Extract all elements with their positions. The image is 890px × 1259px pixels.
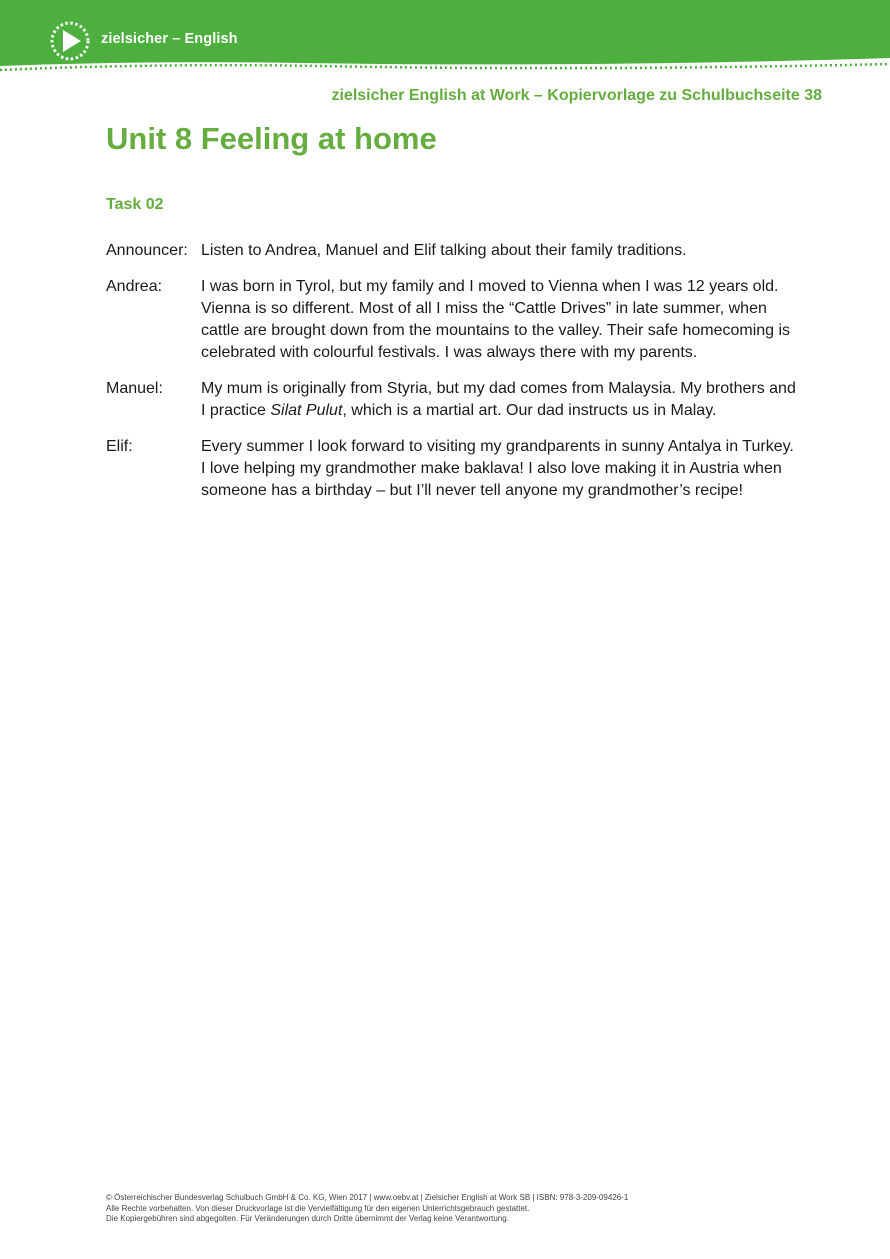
transcript-entry-andrea	[106, 276, 796, 364]
speaker-label: Andrea:	[106, 278, 163, 295]
martial-art-name: Silat Pulut	[270, 402, 343, 419]
speaker-label: Manuel:	[106, 380, 163, 397]
speaker-label: Announcer:	[106, 242, 188, 259]
header-line: zielsicher English at Work – Kopiervorlage zu Schulbuchseite 38	[331, 87, 822, 104]
speech-text-part: , which is a martial art. Our dad instructs us in Malay.	[342, 402, 717, 419]
footer-line: © Österreichischer Bundesverlag Schulbuch GmbH & Co. KG, Wien 2017 | www.oebv.at | Zielsicher English at Work SB | ISBN: 978-3-209-09426-1	[106, 1193, 629, 1202]
transcript-entry-announcer	[106, 240, 796, 262]
speech-text-part: My mum is originally from Styria, but my dad comes from Malaysia. My brothers and I practice	[201, 380, 796, 419]
speech-text: I was born in Tyrol, but my family and I moved to Vienna when I was 12 years old. Vienna is so different. Most of all I miss the “Cattle Drives” in late summer, when cattle are brought down from the mountains to the valley. Their safe homecoming is celebrated with colourful festivals. I was always there with my parents.	[201, 278, 791, 361]
speech-text: Every summer I look forward to visiting my grandparents in sunny Antalya in Turkey. I love helping my grandmother make baklava! I also love making it in Austria when someone has a birthday – but I’ll never tell anyone my grandmother’s recipe!	[201, 438, 794, 499]
page-title: Unit 8 Feeling at home	[106, 121, 437, 156]
transcript	[106, 240, 796, 516]
transcript-entry-manuel	[106, 378, 796, 422]
task-label: Task 02	[106, 196, 164, 213]
transcript-entry-elif	[106, 436, 796, 502]
speaker-label: Elif:	[106, 438, 133, 455]
speech-text: Listen to Andrea, Manuel and Elif talking about their family traditions.	[201, 242, 687, 259]
copyright-footer	[106, 1193, 806, 1225]
speech-text	[201, 378, 796, 422]
footer-line: Alle Rechte vorbehalten. Von dieser Druckvorlage ist die Vervielfältigung für den eigenen Unterrichtsgebrauch gestattet.	[106, 1203, 530, 1213]
brand-name: zielsicher – English	[101, 31, 238, 47]
footer-line: Die Kopiergebühren sind abgegolten. Für Veränderungen durch Dritte übernimmt der Verlag keine Verantwortung.	[106, 1214, 509, 1223]
